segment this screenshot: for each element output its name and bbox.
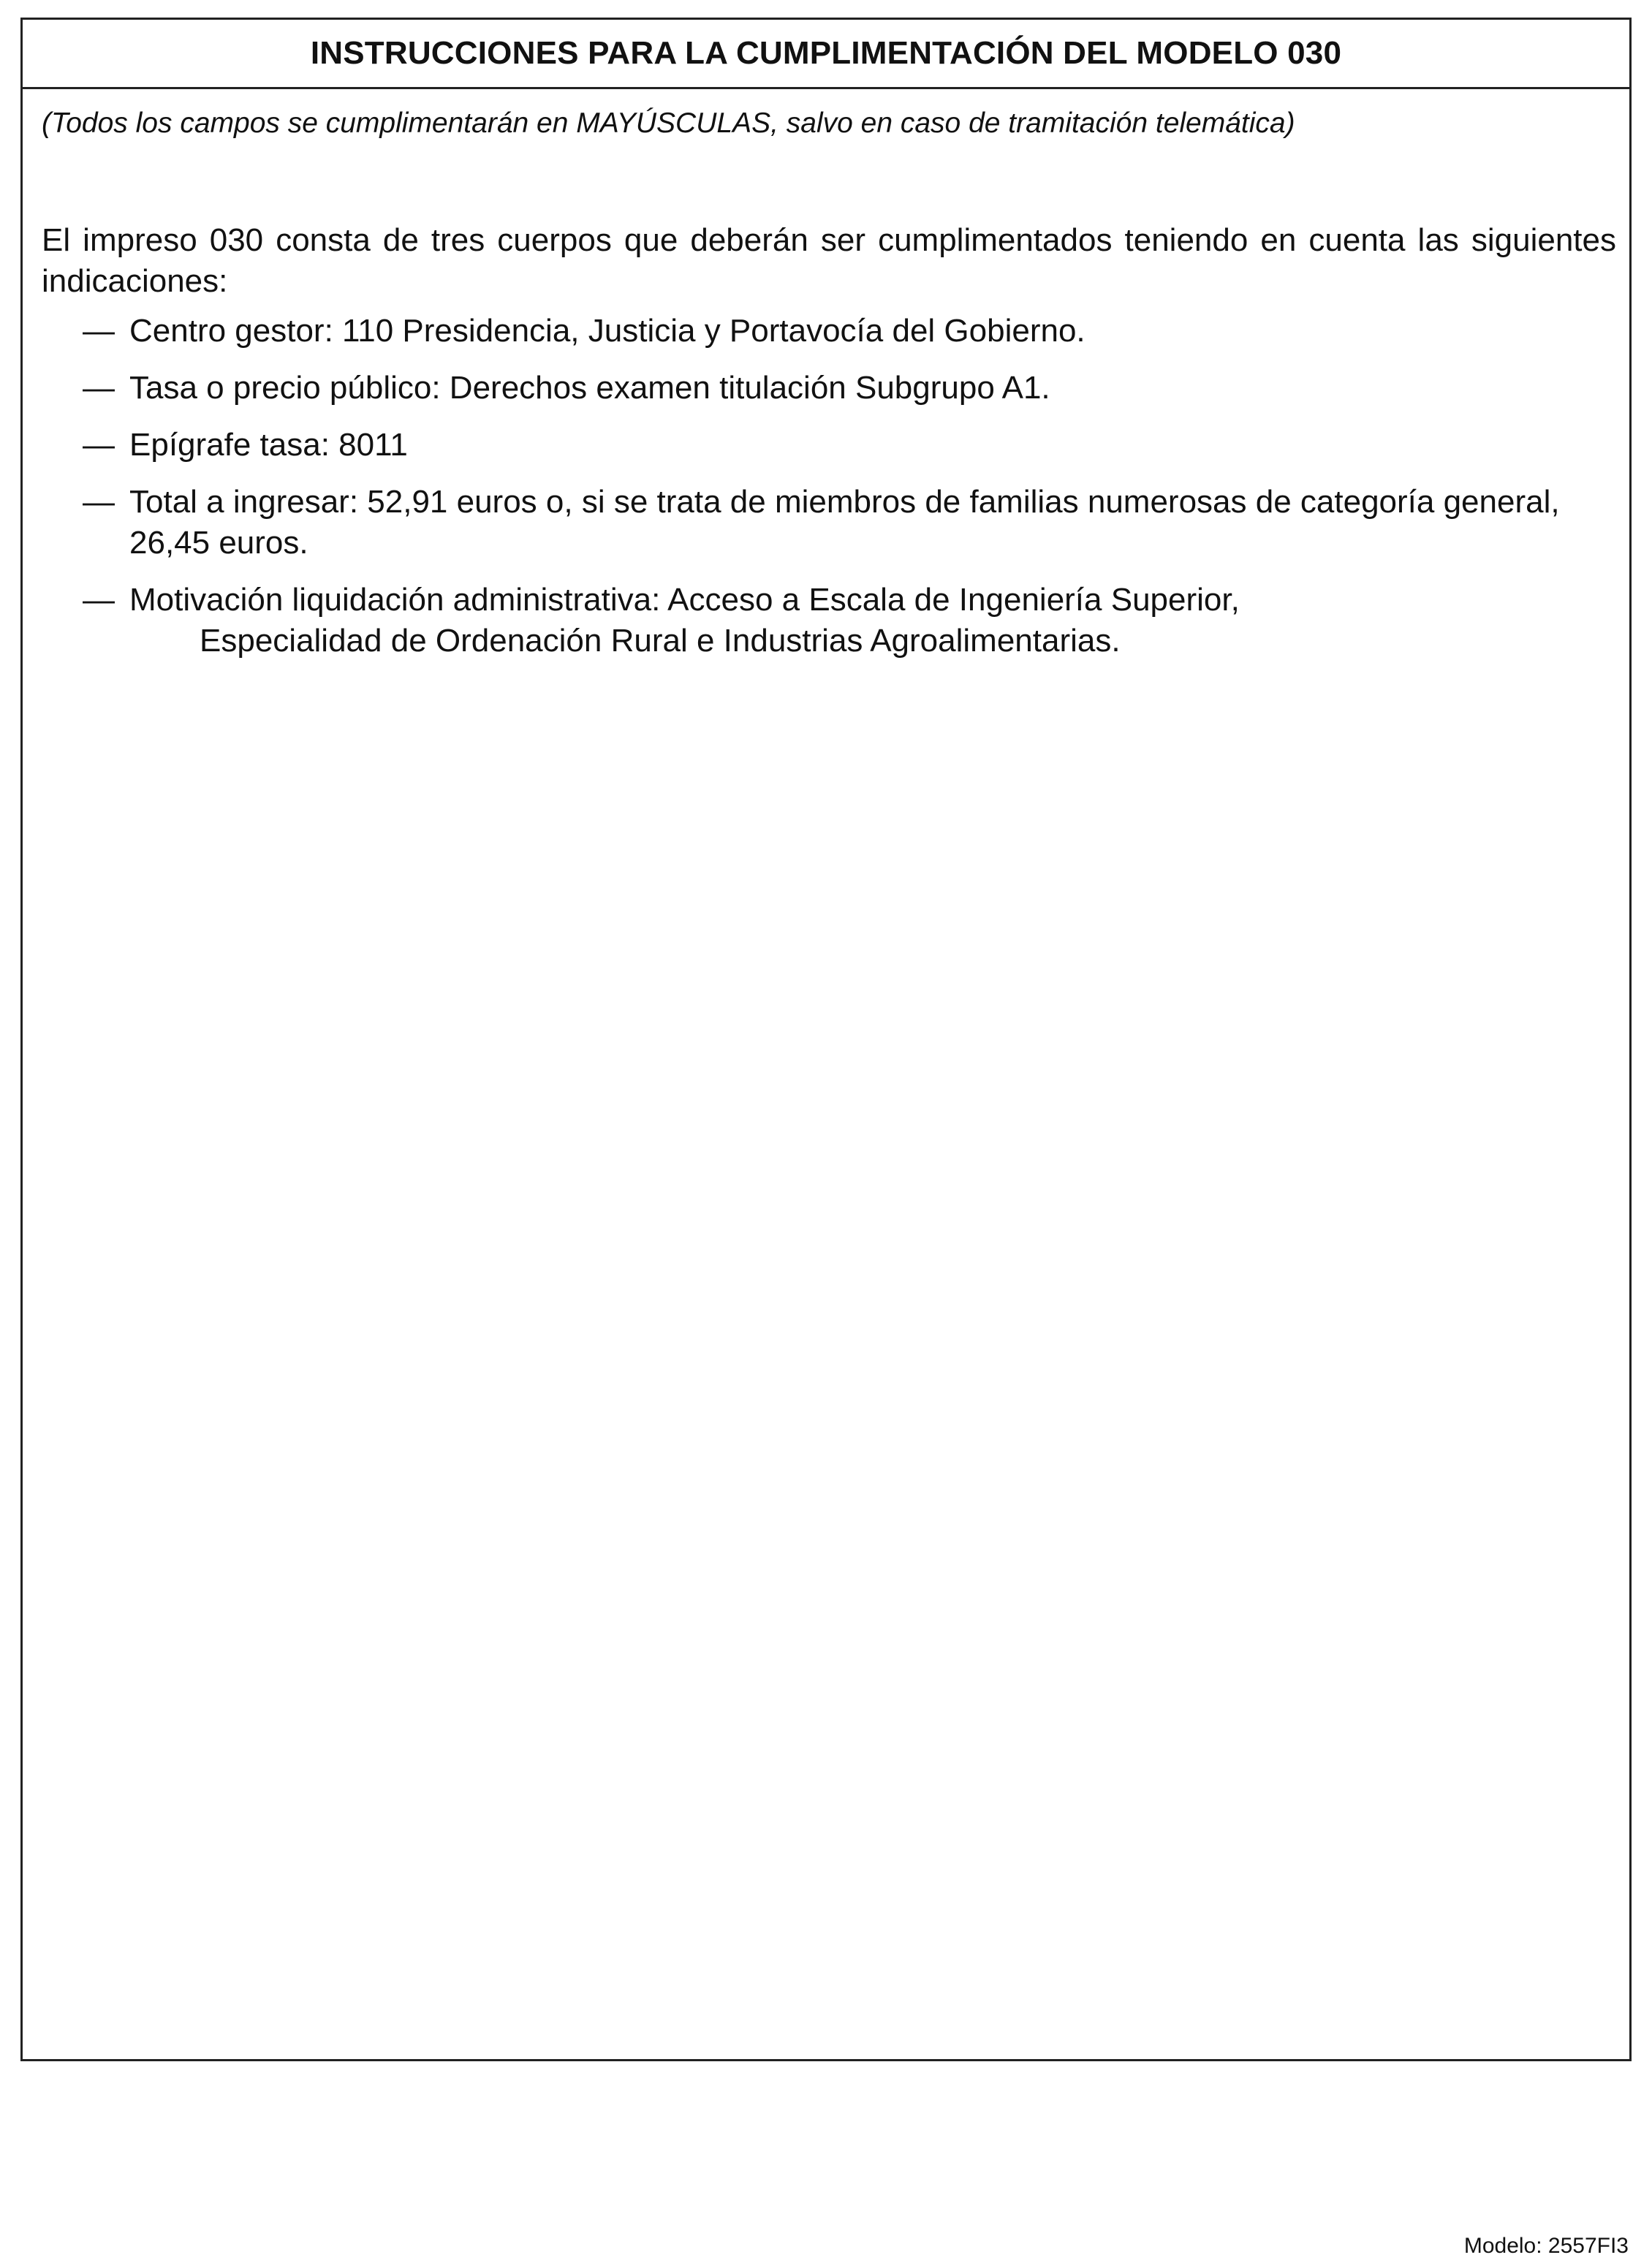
capitalization-note: (Todos los campos se cumplimentarán en MAYÚSCULAS, salvo en caso de tramitación telemática) xyxy=(42,107,1295,139)
list-item-epigrafe xyxy=(42,425,1621,466)
list-item-centro-gestor xyxy=(42,311,1621,352)
instructions-frame xyxy=(20,18,1632,2061)
instructions-list xyxy=(42,311,1621,678)
list-item-tasa xyxy=(42,368,1621,409)
item-text-part-a: Motivación liquidación administrativa: Acceso a Escala de Ingeniería Superior, xyxy=(129,582,1240,618)
intro-paragraph: El impreso 030 consta de tres cuerpos que deberán ser cumplimentados teniendo en cuenta las siguientes indicaciones: xyxy=(42,222,1616,299)
item-text: Centro gestor: 110 Presidencia, Justicia y Portavocía del Gobierno. xyxy=(129,313,1085,349)
dash-bullet: — xyxy=(83,313,115,349)
item-text-part-b: Especialidad de Ordenación Rural e Industrias Agroalimentarias. xyxy=(200,623,1121,659)
item-text: Epígrafe tasa: 8011 xyxy=(129,427,408,463)
list-item-total xyxy=(42,482,1621,564)
item-text: Tasa o precio público: Derechos examen titulación Subgrupo A1. xyxy=(129,370,1050,406)
dash-bullet: — xyxy=(83,427,115,463)
item-text: Total a ingresar: 52,91 euros o, si se trata de miembros de familias numerosas de categoría general, 26,45 euros. xyxy=(129,484,1560,561)
dash-bullet: — xyxy=(83,582,115,618)
list-item-motivacion xyxy=(42,580,1621,662)
dash-bullet: — xyxy=(83,370,115,406)
document-title: INSTRUCCIONES PARA LA CUMPLIMENTACIÓN DEL MODELO 030 xyxy=(23,20,1629,89)
dash-bullet: — xyxy=(83,484,115,520)
model-code: Modelo: 2557FI3 xyxy=(1463,2234,1629,2258)
